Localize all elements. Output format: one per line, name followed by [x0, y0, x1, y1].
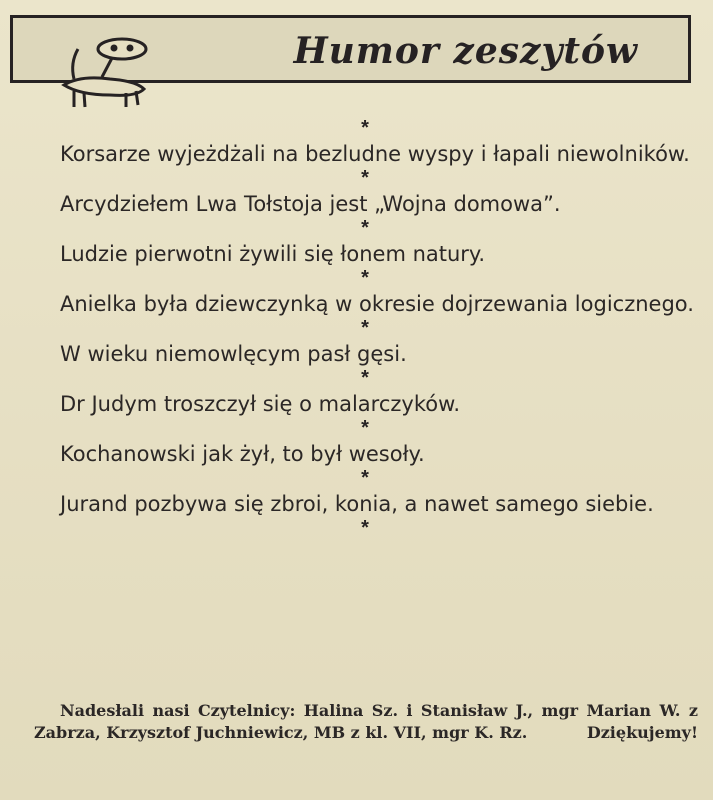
joke-item: Kochanowski jak żył, to był wesoły. — [60, 442, 425, 466]
joke-item: Arcydziełem Lwa Tołstoja jest „Wojna domowa”. — [60, 192, 561, 216]
jokes-list — [32, 118, 698, 540]
joke-item: Anielka była dziewczynką w okresie dojrzewania logicznego. — [60, 292, 694, 316]
reader-credits — [34, 700, 698, 744]
joke-item: Jurand pozbywa się zbroi, konia, a nawet samego siebie. — [60, 492, 654, 516]
joke-item: W wieku niemowlęcym pasł gęsi. — [60, 342, 407, 366]
page-title: Humor zeszytów — [293, 30, 638, 72]
separator-star: * — [361, 267, 369, 289]
separator-star: * — [361, 217, 369, 239]
separator-star: * — [361, 517, 369, 539]
separator-star: * — [361, 367, 369, 389]
separator-star: * — [361, 167, 369, 189]
thanks-text: Dziękujemy! — [586, 723, 698, 742]
joke-item: Korsarze wyjeżdżali na bezludne wyspy i łapali niewolników. — [60, 142, 690, 166]
joke-item: Ludzie pierwotni żywili się łonem natury. — [60, 242, 486, 266]
credits-text: Nadesłali nasi Czytelnicy: Halina Sz. i Stanisław J., mgr Marian W. z Zabrza, Krzysztof Juchniewicz, MB z kl. VII, mgr K. Rz. — [34, 701, 698, 742]
separator-star: * — [361, 467, 369, 489]
separator-star: * — [361, 417, 369, 439]
separator-star: * — [361, 317, 369, 339]
doodle-creature-icon — [40, 35, 160, 115]
joke-item: Dr Judym troszczył się o malarczyków. — [60, 392, 461, 416]
separator-star: * — [361, 117, 369, 139]
